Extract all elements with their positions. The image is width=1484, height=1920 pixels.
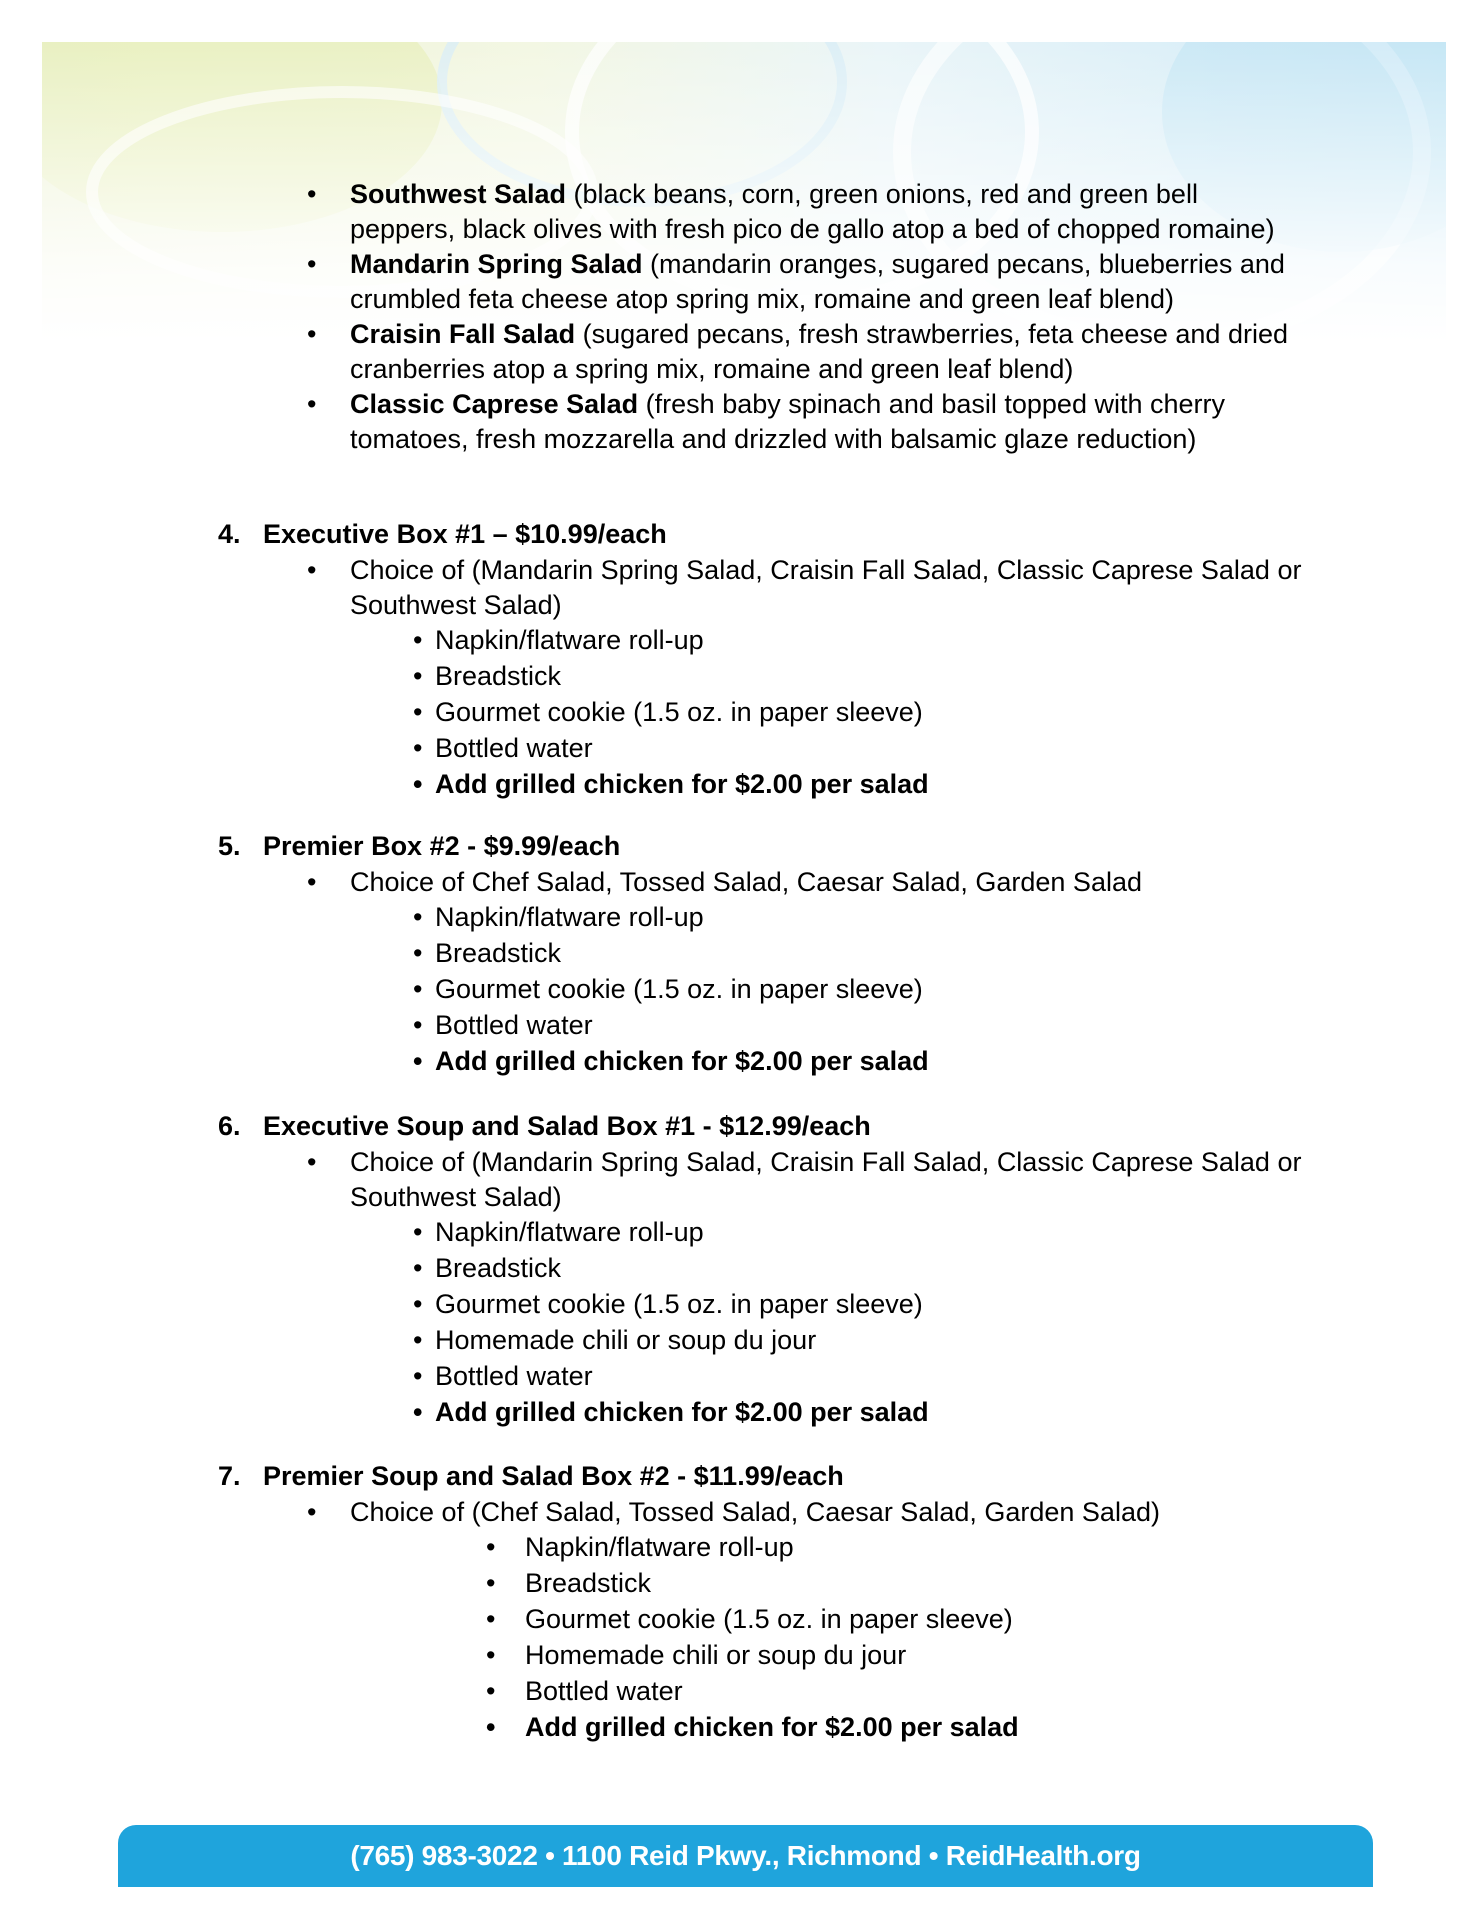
item-text: Breadstick	[435, 938, 562, 968]
item-text: Bottled water	[435, 1361, 593, 1391]
bullet-icon: •	[307, 319, 317, 349]
list-item	[413, 935, 929, 971]
item-text: Napkin/flatware roll-up	[435, 625, 704, 655]
bullet-icon: •	[413, 938, 423, 968]
item-text: Homemade chili or soup du jour	[525, 1640, 907, 1670]
item-text: Gourmet cookie (1.5 oz. in paper sleeve)	[435, 974, 923, 1004]
salad-item	[307, 247, 1310, 317]
bullet-icon: •	[413, 902, 423, 932]
list-item	[413, 1286, 929, 1322]
section-heading: Executive Box #1 – $10.99/each	[263, 519, 667, 549]
bullet-icon: •	[307, 1147, 317, 1177]
bullet-icon: •	[413, 1289, 423, 1319]
bullet-icon: •	[413, 1217, 423, 1247]
section-title	[218, 1109, 871, 1144]
salad-name: Classic Caprese Salad	[350, 389, 639, 419]
list-item	[413, 971, 929, 1007]
salad-item	[307, 387, 1310, 457]
bullet-icon: •	[307, 867, 317, 897]
bullet-icon: •	[486, 1532, 496, 1562]
bullet-icon: •	[413, 1010, 423, 1040]
bullet-icon: •	[413, 733, 423, 763]
section-title	[218, 829, 620, 864]
bullet-icon: •	[413, 1397, 423, 1427]
bullet-icon: •	[486, 1712, 496, 1742]
list-item-upsell	[486, 1709, 1019, 1745]
item-text: Napkin/flatware roll-up	[525, 1532, 794, 1562]
section-number: 4.	[218, 519, 241, 549]
section-number: 6.	[218, 1111, 241, 1141]
included-items-list	[413, 899, 929, 1079]
list-item	[413, 1358, 929, 1394]
bullet-icon: •	[307, 249, 317, 279]
list-item	[486, 1529, 1019, 1565]
item-text: Bottled water	[435, 1010, 593, 1040]
included-items-list	[486, 1529, 1019, 1745]
item-text: Gourmet cookie (1.5 oz. in paper sleeve)	[525, 1604, 1013, 1634]
bullet-icon: •	[486, 1640, 496, 1670]
item-text: Add grilled chicken for $2.00 per salad	[525, 1712, 1019, 1742]
choice-text: Choice of Chef Salad, Tossed Salad, Caesar Salad, Garden Salad	[350, 867, 1142, 897]
bullet-icon: •	[307, 555, 317, 585]
salad-name: Mandarin Spring Salad	[350, 249, 643, 279]
bullet-icon: •	[413, 625, 423, 655]
list-item	[413, 1322, 929, 1358]
list-item	[413, 622, 929, 658]
bullet-icon: •	[413, 661, 423, 691]
choice-line	[307, 1495, 1310, 1530]
choice-line	[307, 1145, 1310, 1215]
list-item-upsell	[413, 1043, 929, 1079]
salad-item	[307, 177, 1310, 247]
item-text: Napkin/flatware roll-up	[435, 902, 704, 932]
salad-list	[307, 177, 1310, 457]
list-item	[486, 1673, 1019, 1709]
item-text: Bottled water	[435, 733, 593, 763]
section-title	[218, 517, 667, 552]
item-text: Add grilled chicken for $2.00 per salad	[435, 769, 929, 799]
list-item	[486, 1601, 1019, 1637]
salad-description: (fresh baby spinach and basil topped with cherry tomatoes, fresh mozzarella and drizzled with balsamic glaze reduction)	[350, 389, 1225, 454]
bullet-icon: •	[413, 697, 423, 727]
section-number: 5.	[218, 831, 241, 861]
bullet-icon: •	[486, 1604, 496, 1634]
section-heading: Premier Box #2 - $9.99/each	[263, 831, 621, 861]
salad-name: Southwest Salad	[350, 179, 567, 209]
salad-item	[307, 317, 1310, 387]
item-text: Homemade chili or soup du jour	[435, 1325, 817, 1355]
list-item	[413, 658, 929, 694]
list-item	[486, 1637, 1019, 1673]
item-text: Add grilled chicken for $2.00 per salad	[435, 1397, 929, 1427]
item-text: Breadstick	[435, 661, 562, 691]
item-text: Breadstick	[525, 1568, 652, 1598]
salad-name: Craisin Fall Salad	[350, 319, 576, 349]
bullet-icon: •	[413, 1325, 423, 1355]
bullet-icon: •	[307, 1497, 317, 1527]
bullet-icon: •	[413, 769, 423, 799]
choice-text: Choice of (Chef Salad, Tossed Salad, Caesar Salad, Garden Salad)	[350, 1497, 1160, 1527]
item-text: Bottled water	[525, 1676, 683, 1706]
list-item	[413, 730, 929, 766]
section-number: 7.	[218, 1461, 241, 1491]
bullet-icon: •	[413, 1361, 423, 1391]
list-item	[413, 1007, 929, 1043]
item-text: Gourmet cookie (1.5 oz. in paper sleeve)	[435, 1289, 923, 1319]
bullet-icon: •	[413, 1046, 423, 1076]
section-title	[218, 1459, 844, 1494]
choice-line	[307, 553, 1310, 623]
item-text: Gourmet cookie (1.5 oz. in paper sleeve)	[435, 697, 923, 727]
choice-line	[307, 865, 1310, 900]
list-item	[413, 694, 929, 730]
list-item-upsell	[413, 1394, 929, 1430]
list-item	[413, 1214, 929, 1250]
list-item-upsell	[413, 766, 929, 802]
item-text: Breadstick	[435, 1253, 562, 1283]
bullet-icon: •	[486, 1676, 496, 1706]
bullet-icon: •	[413, 974, 423, 1004]
bullet-icon: •	[307, 389, 317, 419]
bullet-icon: •	[413, 1253, 423, 1283]
list-item	[486, 1565, 1019, 1601]
item-text: Napkin/flatware roll-up	[435, 1217, 704, 1247]
bullet-icon: •	[486, 1568, 496, 1598]
choice-text: Choice of (Mandarin Spring Salad, Craisin Fall Salad, Classic Caprese Salad or Southwest Salad)	[350, 555, 1302, 620]
list-item	[413, 1250, 929, 1286]
salad-description: (mandarin oranges, sugared pecans, blueberries and crumbled feta cheese atop spring mix, romaine and green leaf blend)	[350, 249, 1285, 314]
section-heading: Premier Soup and Salad Box #2 - $11.99/each	[263, 1461, 844, 1491]
section-heading: Executive Soup and Salad Box #1 - $12.99/each	[263, 1111, 871, 1141]
salad-description: (sugared pecans, fresh strawberries, feta cheese and dried cranberries atop a spring mix, romaine and green leaf blend)	[350, 319, 1288, 384]
list-item	[413, 899, 929, 935]
included-items-list	[413, 1214, 929, 1430]
included-items-list	[413, 622, 929, 802]
salad-description: (black beans, corn, green onions, red and green bell peppers, black olives with fresh pico de gallo atop a bed of chopped romaine)	[350, 179, 1275, 244]
footer-contact-text: (765) 983-3022 • 1100 Reid Pkwy., Richmond • ReidHealth.org	[350, 1840, 1141, 1871]
footer-contact-bar	[118, 1825, 1373, 1887]
choice-text: Choice of (Mandarin Spring Salad, Craisin Fall Salad, Classic Caprese Salad or Southwest Salad)	[350, 1147, 1302, 1212]
item-text: Add grilled chicken for $2.00 per salad	[435, 1046, 929, 1076]
bullet-icon: •	[307, 179, 317, 209]
